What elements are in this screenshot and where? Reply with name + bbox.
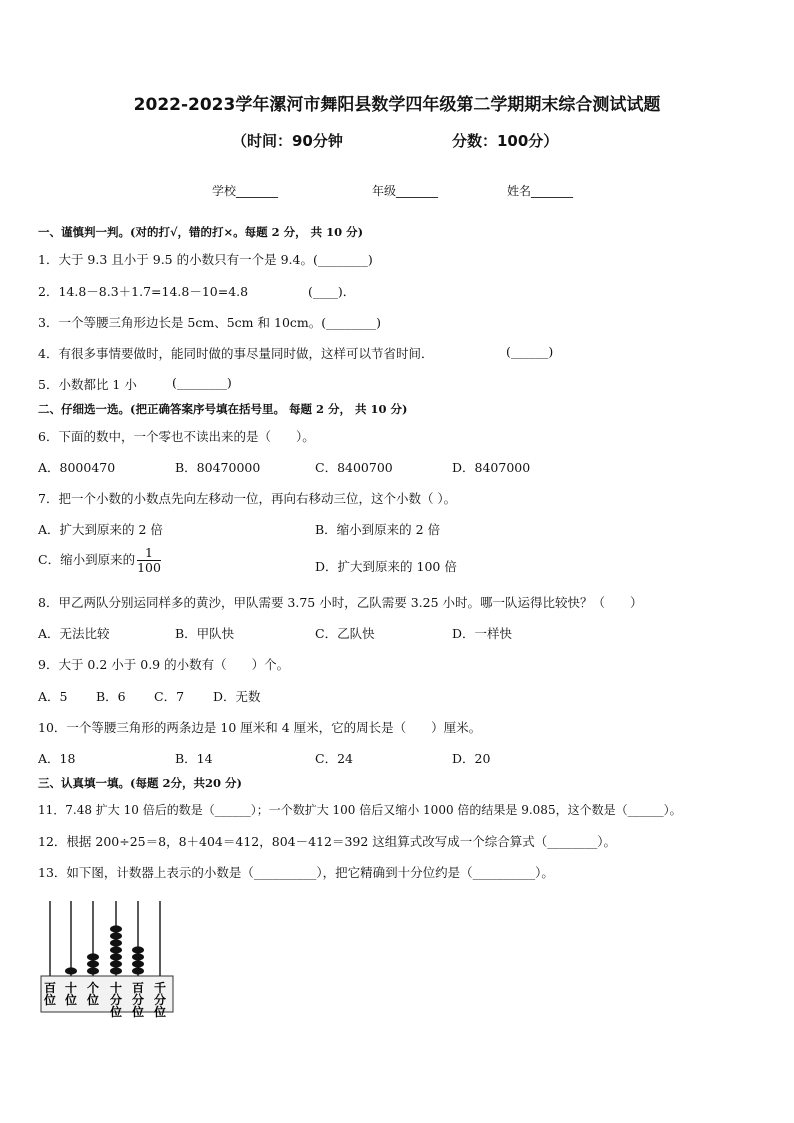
abacus-bead <box>132 967 144 974</box>
abacus-bead <box>110 953 122 960</box>
abacus-label-char: 分 <box>109 993 123 1007</box>
exam-title: 2022-2023学年漯河市舞阳县数学四年级第二学期期末综合测试试题 <box>133 95 661 115</box>
abacus-bead <box>87 953 99 960</box>
question-5-blank: (________) <box>172 375 232 390</box>
abacus-diagram <box>38 898 178 1028</box>
q10-option-a: A．18 <box>38 751 76 766</box>
q7-option-c <box>38 546 161 575</box>
time-label: （时间：90分钟 <box>232 132 343 150</box>
school-field: 学校_______ <box>212 184 279 198</box>
abacus-label-char: 位 <box>64 993 78 1007</box>
q7-option-b: B．缩小到原来的 2 倍 <box>315 522 441 537</box>
question-10: 10．一个等腰三角形的两条边是 10 厘米和 4 厘米，它的周长是（ ）厘米。 <box>38 720 482 735</box>
abacus-label-char: 百 <box>131 981 145 995</box>
abacus-label-char: 十 <box>109 981 123 995</box>
abacus-bead <box>65 967 77 974</box>
abacus-bead <box>110 925 122 932</box>
abacus-bead <box>87 960 99 967</box>
q10-option-d: D．20 <box>452 751 491 766</box>
fraction-numerator: 1 <box>137 546 161 561</box>
abacus-label-char: 分 <box>153 993 167 1007</box>
q10-option-c: C．24 <box>315 751 353 766</box>
q9-option-a: A．5 <box>38 689 68 704</box>
question-9: 9．大于 0.2 小于 0.9 的小数有（ ）个。 <box>38 657 290 672</box>
abacus-bead <box>132 960 144 967</box>
q9-option-d: D．无数 <box>213 689 261 704</box>
abacus-bead <box>110 946 122 953</box>
question-2: 2．14.8－8.3＋1.7=14.8－10=4.8 <box>38 284 249 299</box>
q8-option-d: D．一样快 <box>452 626 513 641</box>
q7-option-c-text: C．缩小到原来的 <box>38 551 136 567</box>
q9-option-b: B．6 <box>96 689 126 704</box>
q10-option-b: B．14 <box>175 751 213 766</box>
abacus-label-char: 位 <box>109 1005 123 1019</box>
fraction-1-100 <box>137 546 161 575</box>
q6-option-d: D．8407000 <box>452 460 531 475</box>
grade-field: 年级_______ <box>372 184 439 198</box>
abacus-label-char: 位 <box>131 1005 145 1019</box>
question-7: 7．把一个小数的小数点先向左移动一位，再向右移动三位，这个小数（ ）。 <box>38 491 457 506</box>
score-label: 分数：100分） <box>452 132 559 150</box>
q6-option-a: A．8000470 <box>38 460 116 475</box>
name-field: 姓名_______ <box>507 184 574 198</box>
question-1: 1．大于 9.3 且小于 9.5 的小数只有一个是 9.4。(________) <box>38 252 373 267</box>
q7-option-a: A．扩大到原来的 2 倍 <box>38 522 163 537</box>
section-3-heading: 三、认真填一填。(每题 2分，共20 分) <box>38 776 242 790</box>
abacus-label-char: 位 <box>86 993 100 1007</box>
question-12: 12．根据 200÷25＝8，8＋404＝412，804－412＝392 这组算式改写成一个综合算式（________）。 <box>38 834 617 849</box>
abacus-bead <box>110 939 122 946</box>
q9-option-c: C．7 <box>154 689 185 704</box>
abacus-label-char: 十 <box>64 981 78 995</box>
question-2-blank: (____)． <box>308 284 356 299</box>
abacus-bead <box>87 967 99 974</box>
question-11: 11．7.48 扩大 10 倍后的数是（______）；一个数扩大 100 倍后又缩小 1000 倍的结果是 9.085，这个数是（______）。 <box>38 803 682 817</box>
abacus-bead <box>110 967 122 974</box>
abacus-label-char: 位 <box>153 1005 167 1019</box>
abacus-bead <box>110 960 122 967</box>
question-13: 13．如下图，计数器上表示的小数是（__________），把它精确到十分位约是（__________）。 <box>38 865 554 880</box>
q7-option-d: D．扩大到原来的 100 倍 <box>315 559 457 574</box>
section-1-heading: 一、谨慎判一判。(对的打√，错的打×。每题 2 分， 共 10 分) <box>38 225 364 239</box>
abacus-label-char: 位 <box>43 993 57 1007</box>
q6-option-c: C．8400700 <box>315 460 393 475</box>
question-4-blank: (______) <box>506 344 554 359</box>
abacus-label-char: 分 <box>131 993 145 1007</box>
question-3: 3．一个等腰三角形边长是 5cm、5cm 和 10cm。(________) <box>38 315 381 330</box>
abacus-bead <box>132 946 144 953</box>
section-2-heading: 二、仔细选一选。(把正确答案序号填在括号里。 每题 2 分， 共 10 分) <box>38 402 408 416</box>
fraction-denominator: 100 <box>137 559 161 575</box>
question-6: 6．下面的数中，一个零也不读出来的是（ ）。 <box>38 429 315 444</box>
abacus-bead <box>110 932 122 939</box>
q8-option-a: A．无法比较 <box>38 626 110 641</box>
q8-option-b: B．甲队快 <box>175 626 235 641</box>
abacus-label-char: 千 <box>153 981 167 995</box>
abacus-bead <box>132 953 144 960</box>
question-4: 4．有很多事情要做时，能同时做的事尽量同时做，这样可以节省时间． <box>38 346 434 361</box>
abacus-label-char: 个 <box>86 981 100 995</box>
q8-option-c: C．乙队快 <box>315 626 375 641</box>
question-8: 8．甲乙两队分别运同样多的黄沙，甲队需要 3.75 小时，乙队需要 3.25 小时。哪一队运得比较快？（ ） <box>38 595 643 610</box>
q6-option-b: B．80470000 <box>175 460 261 475</box>
abacus-label-char: 百 <box>43 981 57 995</box>
question-5: 5．小数都比 1 小 <box>38 377 137 392</box>
